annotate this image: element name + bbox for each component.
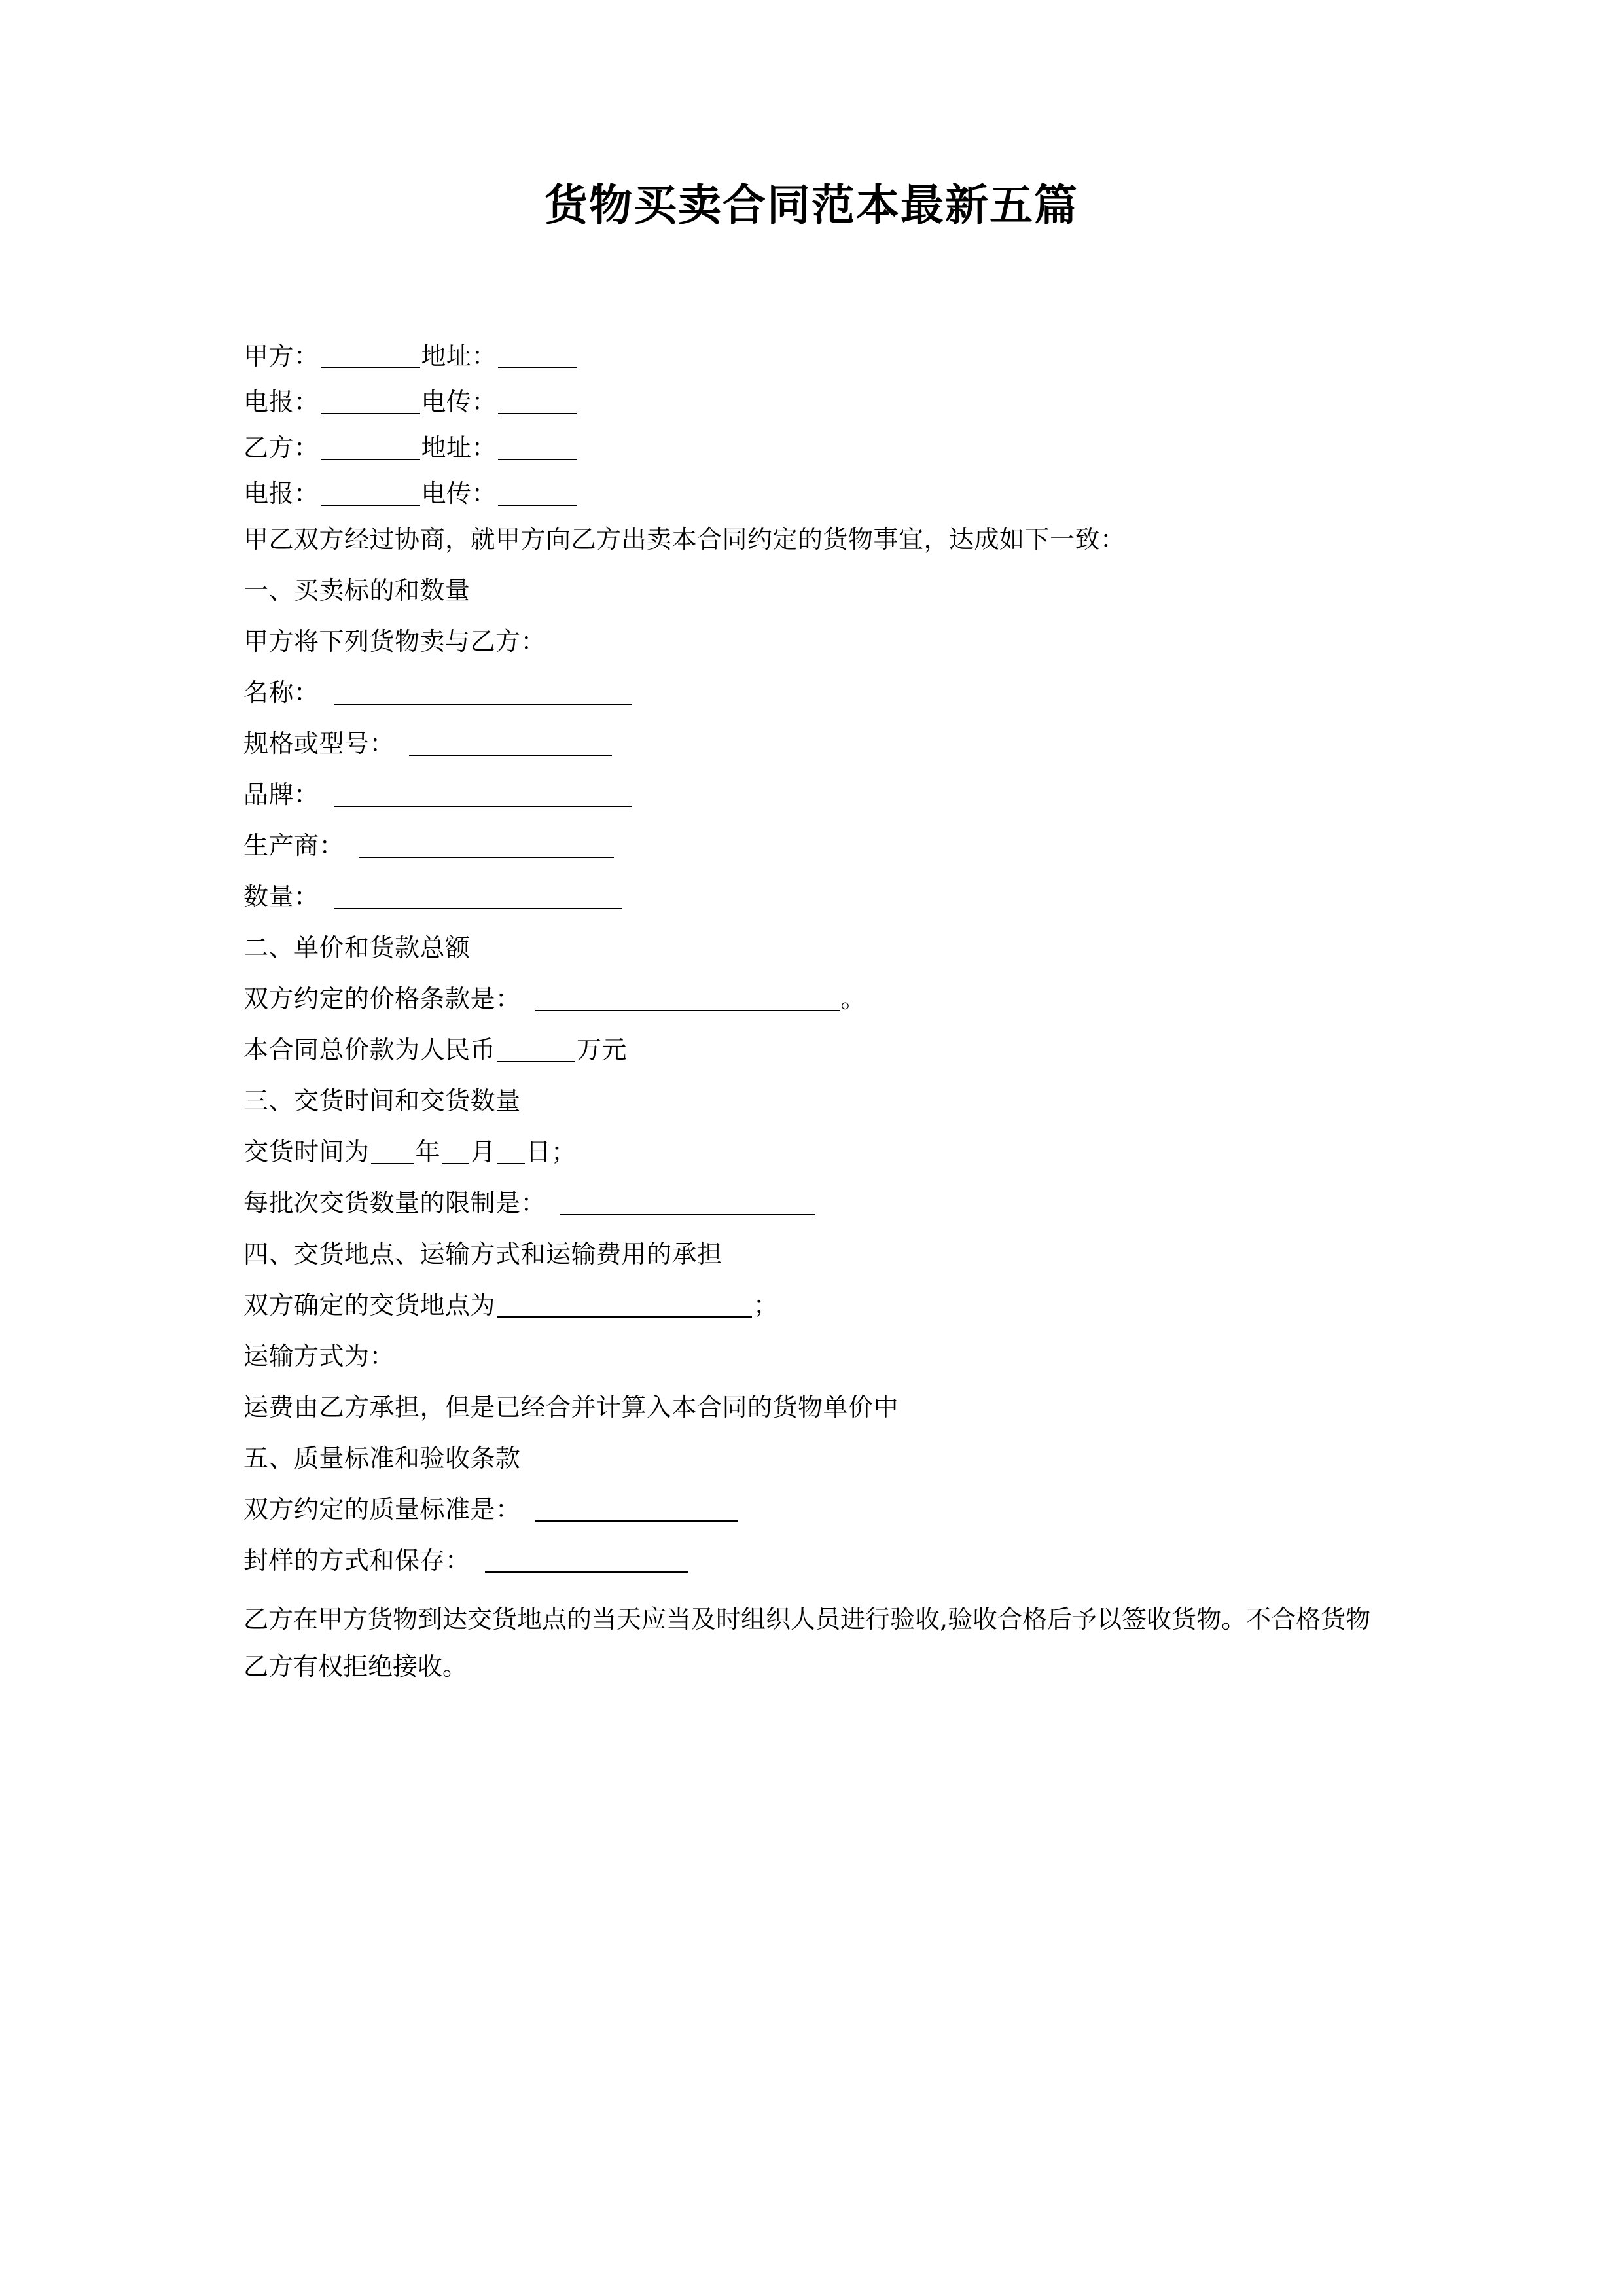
party-b-input[interactable] — [321, 437, 420, 460]
delivery-year-input[interactable] — [371, 1141, 414, 1164]
party-b-telegram-label: 电报： — [243, 479, 319, 508]
year-unit: 年 — [415, 1138, 441, 1166]
month-unit: 月 — [471, 1138, 496, 1166]
sample-seal-label: 封样的方式和保存： — [243, 1546, 471, 1575]
quality-standard-input[interactable] — [535, 1498, 738, 1522]
quality-standard-label: 双方约定的质量标准是： — [243, 1495, 521, 1524]
freight-clause-line: 运费由乙方承担，但是已经合并计算入本合同的货物单价中 — [243, 1393, 899, 1422]
party-b-telex-label: 电传： — [421, 479, 497, 508]
delivery-month-input[interactable] — [442, 1141, 469, 1164]
day-unit: 日 — [526, 1138, 552, 1166]
delivery-time-line — [243, 1136, 1408, 1168]
party-b-telegram-input[interactable] — [321, 482, 420, 506]
goods-name-line — [243, 677, 1408, 708]
goods-spec-input[interactable] — [409, 732, 612, 756]
goods-manufacturer-input[interactable] — [359, 834, 614, 858]
delivery-time-suffix: ； — [551, 1138, 577, 1166]
total-amount-suffix: 万元 — [577, 1035, 628, 1064]
price-terms-line — [243, 983, 1408, 1014]
delivery-day-input[interactable] — [497, 1141, 525, 1164]
delivery-place-prefix: 双方确定的交货地点为 — [243, 1291, 496, 1319]
price-terms-label: 双方约定的价格条款是： — [243, 984, 521, 1013]
section-one-intro: 甲方将下列货物卖与乙方： — [243, 627, 546, 656]
section-heading-four: 四、交货地点、运输方式和运输费用的承担 — [243, 1240, 722, 1268]
goods-name-label: 名称： — [243, 678, 319, 707]
party-b-address-label: 地址： — [421, 433, 497, 462]
party-a-address-input[interactable] — [498, 345, 577, 368]
party-a-telex-label: 电传： — [421, 387, 497, 416]
document-body — [243, 340, 1408, 1710]
goods-spec-line — [243, 728, 1408, 759]
goods-quantity-input[interactable] — [334, 886, 622, 909]
delivery-time-prefix: 交货时间为 — [243, 1138, 370, 1166]
section-heading-three: 三、交货时间和交货数量 — [243, 1086, 521, 1115]
goods-manufacturer-line — [243, 830, 1408, 861]
goods-quantity-label: 数量： — [243, 882, 319, 911]
party-a-line — [243, 340, 1408, 372]
party-a-input[interactable] — [321, 345, 420, 368]
goods-name-input[interactable] — [334, 681, 632, 705]
preamble-paragraph: 甲乙双方经过协商，就甲方向乙方出卖本合同约定的货物事宜，达成如下一致： — [243, 525, 1126, 554]
goods-spec-label: 规格或型号： — [243, 729, 395, 758]
goods-manufacturer-label: 生产商： — [243, 831, 345, 860]
quality-standard-line — [243, 1494, 1408, 1525]
section-heading-five: 五、质量标准和验收条款 — [243, 1444, 521, 1473]
delivery-place-suffix: ； — [753, 1291, 779, 1319]
delivery-place-input[interactable] — [497, 1294, 752, 1318]
goods-brand-label: 品牌： — [243, 780, 319, 809]
acceptance-paragraph: 乙方在甲方货物到达交货地点的当天应当及时组织人员进行验收,验收合格后予以签收货物。不合格货物乙方有权拒绝接收。 — [243, 1605, 1371, 1681]
party-a-telegram-line — [243, 386, 1408, 418]
total-amount-line — [243, 1034, 1408, 1066]
total-amount-prefix: 本合同总价款为人民币 — [243, 1035, 496, 1064]
sample-seal-input[interactable] — [485, 1549, 688, 1573]
batch-limit-input[interactable] — [560, 1192, 815, 1215]
sample-seal-line — [243, 1545, 1408, 1576]
delivery-place-line — [243, 1289, 1408, 1321]
goods-quantity-line — [243, 881, 1408, 912]
batch-limit-line — [243, 1187, 1408, 1219]
section-heading-two: 二、单价和货款总额 — [243, 933, 471, 962]
goods-brand-line — [243, 779, 1408, 810]
party-b-telex-input[interactable] — [498, 482, 577, 506]
party-a-label: 甲方： — [243, 342, 319, 370]
party-b-address-input[interactable] — [498, 437, 577, 460]
party-a-address-label: 地址： — [421, 342, 497, 370]
party-b-line — [243, 432, 1408, 463]
party-b-label: 乙方： — [243, 433, 319, 462]
transport-mode-line: 运输方式为： — [243, 1342, 395, 1371]
batch-limit-label: 每批次交货数量的限制是： — [243, 1189, 546, 1217]
party-a-telegram-input[interactable] — [321, 391, 420, 414]
page-title: 货物买卖合同范本最新五篇 — [544, 179, 1079, 230]
price-terms-input[interactable] — [535, 988, 840, 1011]
total-amount-input[interactable] — [497, 1039, 575, 1062]
goods-brand-input[interactable] — [334, 783, 632, 807]
party-b-telegram-line — [243, 478, 1408, 509]
section-heading-one: 一、买卖标的和数量 — [243, 576, 471, 605]
party-a-telex-input[interactable] — [498, 391, 577, 414]
price-terms-suffix: 。 — [840, 984, 866, 1013]
party-a-telegram-label: 电报： — [243, 387, 319, 416]
